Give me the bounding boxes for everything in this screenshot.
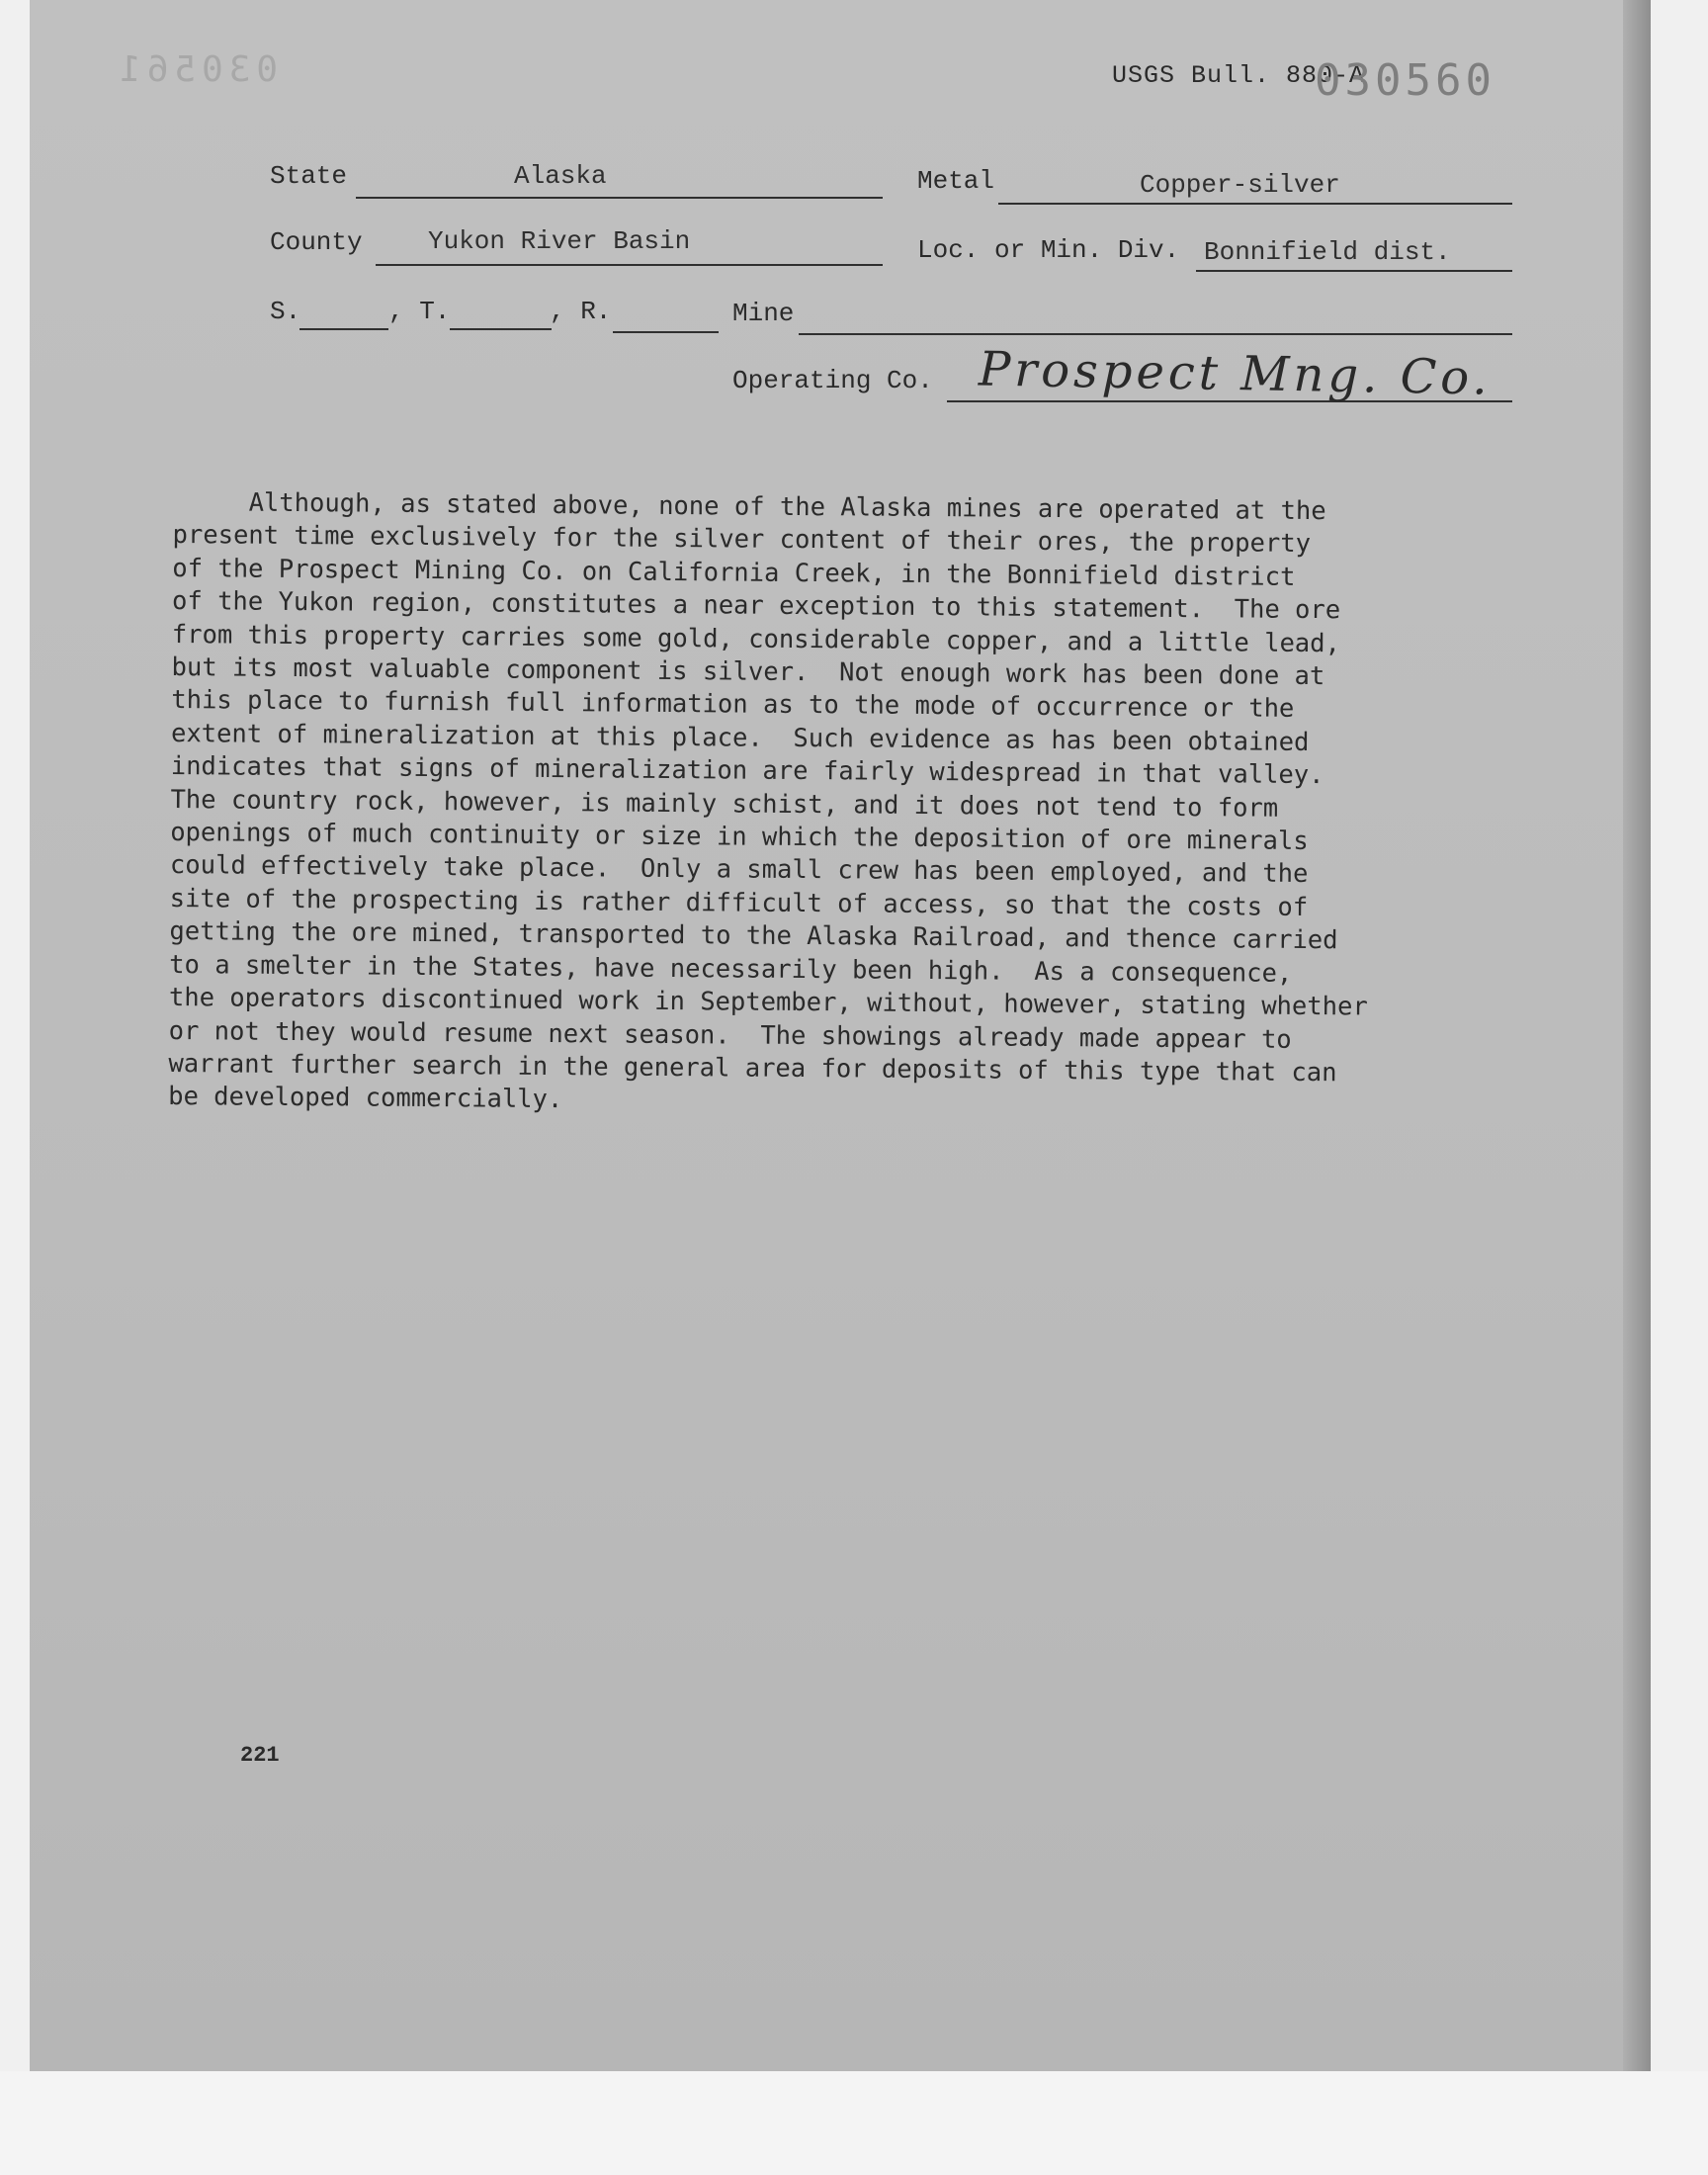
operating-co-signature: Prospect Mng. Co. xyxy=(978,341,1493,406)
state-value: Alaska xyxy=(514,161,607,191)
ghost-stamp: 030561 xyxy=(114,49,279,90)
sheet-shadow-edge xyxy=(1623,0,1651,2071)
metal-underline xyxy=(998,203,1512,205)
operating-co-label: Operating Co. xyxy=(732,366,933,395)
range-label: , R. xyxy=(550,297,612,326)
body-paragraph: Although, as stated above, none of the Alaska mines are operated at the present time exclusively for the silver content of their ores, the property of the Prospect Mining Co. on California Creek, in the Bonnifield district of the Yukon region, constitutes a near exception to this statement. The ore from this property carries some gold, considerable copper, and a little lead, but its most valuable component is silver. Not enough work has been done at this place to furnish full information as to the mode of occurrence or the extent of mineralization at this place. Such evidence as has been obtained indicates that signs of mineralization are fairly widespread in that valley. The country rock, however, is mainly schist, and it does not tend to form openings of much continuity or size in which the deposition of ore minerals could effectively take place. Only a small crew has been employed, and the site of the prospecting is rather difficult of access, so that the costs of getting the ore mined, transported to the Alaska Railroad, and thence carried to a smelter in the States, have necessarily been high. As a consequence, the operators discontinued work in September, without, however, stating whether or not they would resume next season. The showings already made appear to warrant further search in the general area for deposits of this type that can be developed commercially. xyxy=(168,486,1368,1115)
township-label: , T. xyxy=(388,297,451,326)
state-underline xyxy=(356,197,883,199)
bulletin-reference: USGS Bull. 880-A xyxy=(1112,61,1366,90)
section-underline xyxy=(299,328,388,330)
township-underline xyxy=(450,328,552,330)
range-underline xyxy=(613,331,719,333)
locdiv-value: Bonnifield dist. xyxy=(1204,237,1451,267)
metal-value: Copper-silver xyxy=(1140,170,1340,200)
locdiv-label: Loc. or Min. Div. xyxy=(917,235,1180,265)
county-label: County xyxy=(270,227,363,257)
locdiv-underline xyxy=(1196,270,1512,272)
mine-underline xyxy=(799,333,1512,335)
serial-stamp: 030560 xyxy=(1315,55,1495,106)
mine-label: Mine xyxy=(732,299,795,328)
state-label: State xyxy=(270,161,348,191)
metal-label: Metal xyxy=(917,166,995,196)
scan-margin xyxy=(0,2071,1708,2175)
county-value: Yukon River Basin xyxy=(428,226,691,256)
section-label: S. xyxy=(270,297,301,326)
county-underline xyxy=(376,264,883,266)
page-number: 221 xyxy=(240,1743,280,1768)
